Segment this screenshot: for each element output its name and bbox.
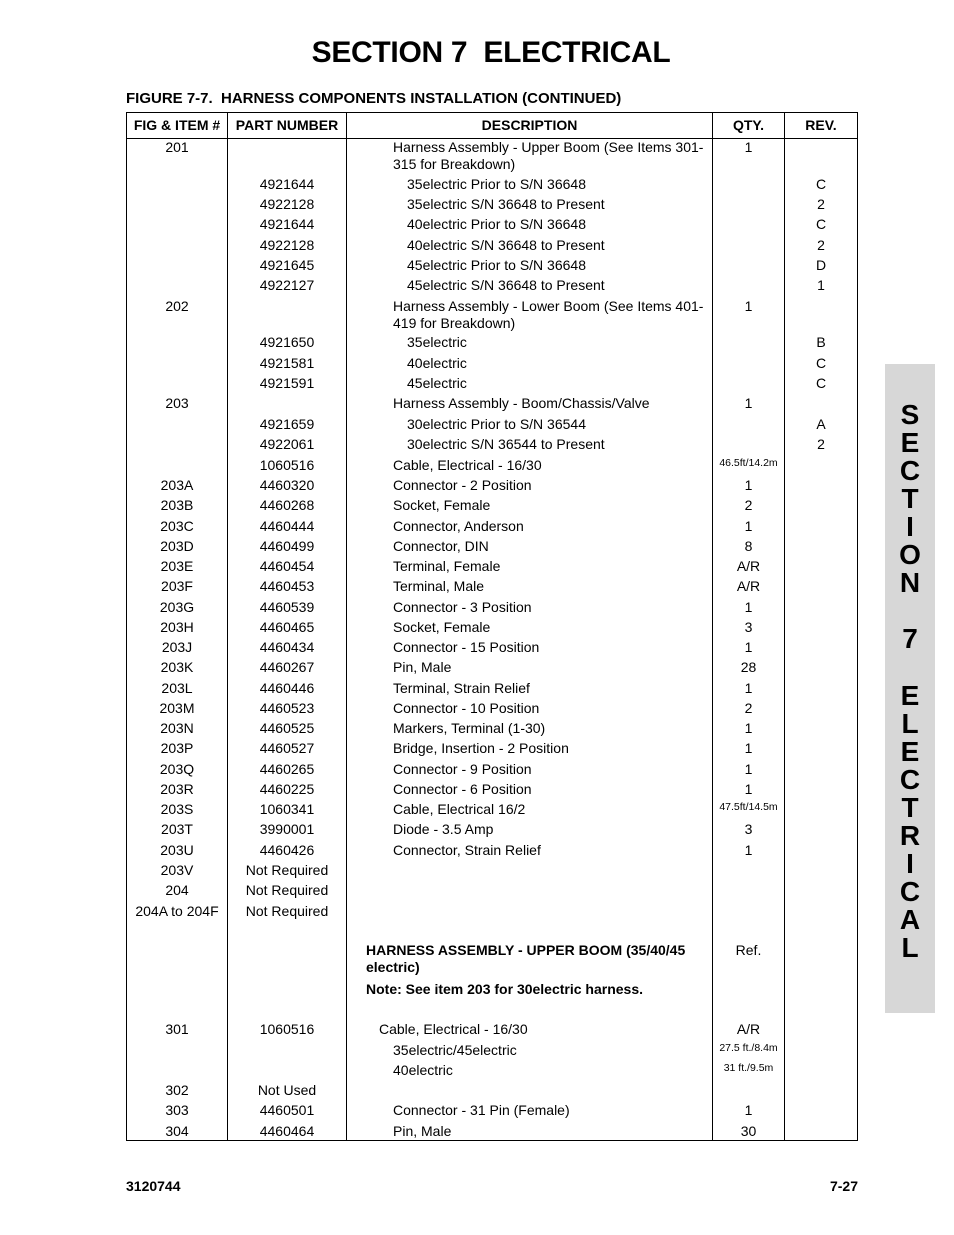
fig-item-cell: 203 [165, 395, 189, 411]
side-tab-letter: I [906, 848, 914, 879]
description-cell: 30electric Prior to S/N 36544 [407, 416, 586, 432]
rev-cell: C [815, 355, 827, 371]
description-cell: Harness Assembly - Upper Boom (See Items 301-315 for Breakdown) [393, 139, 704, 172]
qty-cell: 1 [744, 680, 753, 696]
qty-cell: 1 [744, 395, 753, 411]
column-divider [346, 113, 347, 1140]
description-cell: Connector - 31 Pin (Female) [393, 1102, 570, 1118]
qty-cell: 47.5ft/14.5m [719, 801, 778, 813]
description-cell: 40electric [393, 1062, 453, 1078]
qty-cell: A/R [736, 578, 761, 594]
fig-item-cell: 203L [161, 680, 193, 696]
qty-cell: 8 [744, 538, 753, 554]
part-number-cell: 3990001 [259, 821, 315, 837]
description-cell: Cable, Electrical 16/2 [393, 801, 526, 817]
description-cell: 35electric [407, 334, 467, 350]
fig-item-cell: 203T [161, 821, 193, 837]
fig-item-cell: 203H [160, 619, 194, 635]
part-number-cell: Not Used [257, 1082, 317, 1098]
description-cell: Markers, Terminal (1-30) [393, 720, 546, 736]
fig-item-cell: 203S [160, 801, 194, 817]
fig-item-cell: 204 [165, 882, 189, 898]
description-cell: 30electric S/N 36544 to Present [407, 436, 605, 452]
side-tab-letter: E [900, 680, 920, 711]
description-cell: HARNESS ASSEMBLY - UPPER BOOM (35/40/45 electric) [366, 942, 686, 975]
description-cell: Connector - 10 Position [393, 700, 540, 716]
fig-item-cell: 203G [159, 599, 195, 615]
description-cell: 40electric Prior to S/N 36648 [407, 216, 586, 232]
part-number-cell: 4921644 [259, 216, 315, 232]
description-cell: Connector - 6 Position [393, 781, 532, 797]
rev-cell: 2 [817, 196, 825, 212]
part-number-cell: Not Required [245, 903, 329, 919]
fig-item-cell: 203P [160, 740, 194, 756]
qty-cell: A/R [736, 1021, 761, 1037]
fig-item-cell: 302 [165, 1082, 189, 1098]
qty-cell: 28 [740, 659, 757, 675]
fig-item-cell: 203J [161, 639, 193, 655]
part-number-cell: 4460444 [259, 518, 315, 534]
qty-cell: 30 [740, 1123, 757, 1139]
qty-cell: 46.5ft/14.2m [719, 457, 778, 469]
description-cell: Connector - 2 Position [393, 477, 532, 493]
description-cell: Socket, Female [393, 619, 491, 635]
qty-cell: 31 ft./9.5m [723, 1062, 774, 1074]
side-tab-letter: T [901, 792, 919, 823]
fig-item-cell: 304 [165, 1123, 189, 1139]
description-cell: 45electric [407, 375, 467, 391]
rev-cell: B [816, 334, 826, 350]
description-cell: Terminal, Male [393, 578, 485, 594]
fig-item-cell: 203D [160, 538, 194, 554]
document-number: 3120744 [126, 1178, 181, 1194]
part-number-cell: 4921645 [259, 257, 315, 273]
description-cell: 40electric S/N 36648 to Present [407, 237, 605, 253]
qty-cell: 1 [744, 477, 753, 493]
qty-cell: 1 [744, 1102, 753, 1118]
fig-item-cell: 202 [165, 298, 189, 314]
rev-cell: D [815, 257, 827, 273]
rev-cell: A [816, 416, 826, 432]
side-tab-letter: N [899, 567, 921, 598]
part-number-cell: 4460320 [259, 477, 315, 493]
description-cell: 35electric/45electric [393, 1042, 517, 1058]
fig-item-cell: 203V [160, 862, 194, 878]
part-number-cell: 4460225 [259, 781, 315, 797]
qty-cell: 1 [744, 298, 753, 314]
qty-cell: 1 [744, 740, 753, 756]
qty-cell: 2 [744, 497, 753, 513]
side-tab-letter: E [900, 427, 920, 458]
part-number-cell: 4460527 [259, 740, 315, 756]
rev-cell: C [815, 176, 827, 192]
fig-item-cell: 203C [160, 518, 194, 534]
description-cell: Connector, Strain Relief [393, 842, 541, 858]
header-rev: REV. [805, 117, 837, 133]
fig-item-cell: 203A [160, 477, 194, 493]
description-cell: Diode - 3.5 Amp [393, 821, 494, 837]
part-number-cell: 4460426 [259, 842, 315, 858]
figure-title: FIGURE 7-7. HARNESS COMPONENTS INSTALLATION (CONTINUED) [126, 90, 622, 107]
qty-cell: 1 [744, 720, 753, 736]
rev-cell: 2 [817, 237, 825, 253]
description-cell: Bridge, Insertion - 2 Position [393, 740, 569, 756]
part-number-cell: 1060516 [259, 1021, 315, 1037]
part-number-cell: 4921650 [259, 334, 315, 350]
side-tab-letter: L [901, 932, 919, 963]
part-number-cell: 4460501 [259, 1102, 315, 1118]
side-tab-letter: C [899, 764, 921, 795]
part-number-cell: 4460446 [259, 680, 315, 696]
description-cell: 45electric Prior to S/N 36648 [407, 257, 586, 273]
part-number-cell: 4460464 [259, 1123, 315, 1139]
fig-item-cell: 203R [160, 781, 194, 797]
part-number-cell: 4460434 [259, 639, 315, 655]
header-part-number: PART NUMBER [235, 117, 339, 133]
side-tab-letter: 7 [902, 623, 918, 654]
page-number: 7-27 [829, 1178, 858, 1194]
part-number-cell: 4460499 [259, 538, 315, 554]
part-number-cell: 4922128 [259, 196, 315, 212]
description-cell: Terminal, Female [393, 558, 501, 574]
fig-item-cell: 203K [160, 659, 194, 675]
header-fig-item: FIG & ITEM # [133, 117, 221, 133]
fig-item-cell: 204A to 204F [135, 903, 219, 919]
description-cell: Connector, DIN [393, 538, 489, 554]
description-cell: Harness Assembly - Boom/Chassis/Valve [393, 395, 650, 411]
fig-item-cell: 303 [165, 1102, 189, 1118]
part-number-cell: 4460265 [259, 761, 315, 777]
description-cell: 35electric S/N 36648 to Present [407, 196, 605, 212]
fig-item-cell: 203N [160, 720, 194, 736]
qty-cell: 1 [744, 639, 753, 655]
part-number-cell: 1060516 [259, 457, 315, 473]
side-tab-letter: L [901, 708, 919, 739]
description-cell: Connector, Anderson [393, 518, 524, 534]
part-number-cell: 4922127 [259, 277, 315, 293]
side-tab-letter: S [900, 399, 920, 430]
fig-item-cell: 201 [165, 139, 189, 155]
side-tab-letter: E [900, 736, 920, 767]
part-number-cell: 4460539 [259, 599, 315, 615]
header-qty: QTY. [732, 117, 765, 133]
description-cell: Note: See item 203 for 30electric harness. [366, 981, 644, 997]
part-number-cell: Not Required [245, 862, 329, 878]
part-number-cell: 4921581 [259, 355, 315, 371]
description-cell: 45electric S/N 36648 to Present [407, 277, 605, 293]
description-cell: 40electric [407, 355, 467, 371]
description-cell: Cable, Electrical - 16/30 [379, 1021, 528, 1037]
qty-cell: 1 [744, 781, 753, 797]
part-number-cell: 4460267 [259, 659, 315, 675]
description-cell: Connector - 9 Position [393, 761, 532, 777]
header-description: DESCRIPTION [481, 117, 578, 133]
fig-item-cell: 203E [160, 558, 194, 574]
fig-item-cell: 203U [160, 842, 194, 858]
part-number-cell: 4921591 [259, 375, 315, 391]
section-title: SECTION 7 ELECTRICAL [311, 36, 671, 69]
qty-cell: Ref. [735, 942, 762, 958]
fig-item-cell: 301 [165, 1021, 189, 1037]
qty-cell: A/R [736, 558, 761, 574]
part-number-cell: 4921644 [259, 176, 315, 192]
side-tab-letter: C [899, 455, 921, 486]
side-tab-letter: A [899, 904, 921, 935]
description-cell: Socket, Female [393, 497, 491, 513]
side-tab-letter: I [906, 511, 914, 542]
qty-cell: 1 [744, 761, 753, 777]
side-tab-letter: C [899, 876, 921, 907]
description-cell: Cable, Electrical - 16/30 [393, 457, 542, 473]
part-number-cell: 4921659 [259, 416, 315, 432]
qty-cell: 1 [744, 139, 753, 155]
part-number-cell: 4460268 [259, 497, 315, 513]
description-cell: Terminal, Strain Relief [393, 680, 530, 696]
side-tab-letter: T [901, 483, 919, 514]
rev-cell: C [815, 375, 827, 391]
qty-cell: 1 [744, 842, 753, 858]
part-number-cell: 4460453 [259, 578, 315, 594]
qty-cell: 27.5 ft./8.4m [719, 1042, 778, 1054]
side-tab-letter: O [899, 539, 921, 570]
fig-item-cell: 203Q [159, 761, 195, 777]
part-number-cell: 4460454 [259, 558, 315, 574]
description-cell: 35electric Prior to S/N 36648 [407, 176, 586, 192]
part-number-cell: 4460465 [259, 619, 315, 635]
side-tab-letter: R [899, 820, 921, 851]
qty-cell: 3 [744, 619, 753, 635]
description-cell: Pin, Male [393, 659, 452, 675]
part-number-cell: 4922061 [259, 436, 315, 452]
parts-table [126, 112, 858, 1141]
rev-cell: 1 [817, 277, 825, 293]
fig-item-cell: 203M [159, 700, 195, 716]
qty-cell: 1 [744, 599, 753, 615]
description-cell: Harness Assembly - Lower Boom (See Items 401-419 for Breakdown) [393, 298, 704, 331]
description-cell: Connector - 15 Position [393, 639, 540, 655]
qty-cell: 2 [744, 700, 753, 716]
section-side-tab [885, 364, 935, 1013]
part-number-cell: 4460523 [259, 700, 315, 716]
qty-cell: 3 [744, 821, 753, 837]
part-number-cell: Not Required [245, 882, 329, 898]
rev-cell: C [815, 216, 827, 232]
part-number-cell: 4922128 [259, 237, 315, 253]
part-number-cell: 4460525 [259, 720, 315, 736]
qty-cell: 1 [744, 518, 753, 534]
fig-item-cell: 203B [160, 497, 194, 513]
description-cell: Connector - 3 Position [393, 599, 532, 615]
rev-cell: 2 [817, 436, 825, 452]
part-number-cell: 1060341 [259, 801, 315, 817]
fig-item-cell: 203F [161, 578, 193, 594]
description-cell: Pin, Male [393, 1123, 452, 1139]
